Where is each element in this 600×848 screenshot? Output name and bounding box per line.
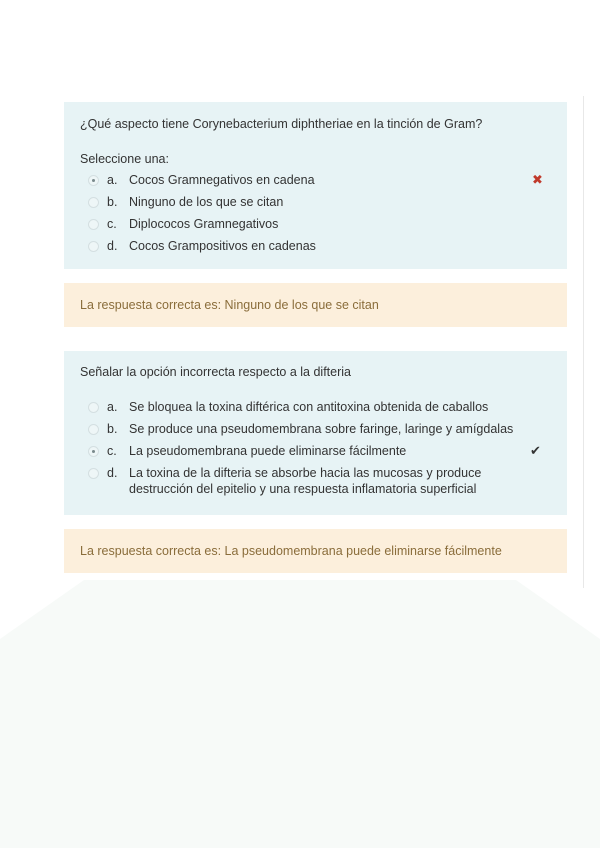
radio-button[interactable]: [88, 197, 99, 208]
answer-option-d[interactable]: [88, 465, 539, 497]
answer-option-b[interactable]: [88, 421, 539, 437]
select-prompt: Seleccione una:: [80, 152, 169, 166]
answer-text: Cocos Gramnegativos en cadena: [129, 173, 315, 187]
radio-button[interactable]: [88, 402, 99, 413]
answer-letter: a.: [107, 173, 118, 187]
answer-letter: c.: [107, 217, 117, 231]
answer-option-b[interactable]: [88, 194, 539, 210]
answer-letter: d.: [107, 466, 118, 480]
answer-letter: b.: [107, 422, 118, 436]
radio-button[interactable]: [88, 468, 99, 479]
answer-text: Se bloquea la toxina diftérica con antitoxina obtenida de caballos: [129, 400, 489, 414]
answer-text: Ninguno de los que se citan: [129, 195, 284, 209]
answer-option-c[interactable]: [88, 443, 539, 459]
correct-answer-feedback-1: La respuesta correcta es: Ninguno de los que se citan: [64, 283, 567, 327]
radio-button[interactable]: [88, 219, 99, 230]
correct-check-icon: ✔: [530, 443, 541, 458]
content-divider: [583, 96, 584, 588]
incorrect-x-icon: ✖: [532, 172, 543, 187]
answer-text: La pseudomembrana puede eliminarse fácilmente: [129, 444, 407, 458]
answer-letter: c.: [107, 444, 117, 458]
answer-letter: a.: [107, 400, 118, 414]
answer-option-d[interactable]: [88, 238, 539, 254]
radio-button[interactable]: [88, 241, 99, 252]
answer-list: [88, 172, 543, 260]
question-card-2: [64, 351, 567, 515]
answer-text: La toxina de la difteria se absorbe hacia las mucosas y produce destrucción del epitelio y una respuesta inflamatoria superficial: [129, 466, 482, 496]
question-text: ¿Qué aspecto tiene Corynebacterium diphtheriae en la tinción de Gram?: [80, 117, 483, 131]
page-background-shape: [0, 580, 600, 848]
answer-option-a[interactable]: [88, 172, 543, 188]
radio-button[interactable]: [88, 424, 99, 435]
answer-text: Cocos Grampositivos en cadenas: [129, 239, 316, 253]
answer-text: Se produce una pseudomembrana sobre faringe, laringe y amígdalas: [129, 422, 514, 436]
answer-letter: b.: [107, 195, 118, 209]
radio-button[interactable]: [88, 175, 99, 186]
answer-letter: d.: [107, 239, 118, 253]
answer-option-c[interactable]: [88, 216, 539, 232]
answer-text: Diplococos Gramnegativos: [129, 217, 279, 231]
question-card-1: [64, 102, 567, 269]
correct-answer-feedback-2: La respuesta correcta es: La pseudomembrana puede eliminarse fácilmente: [64, 529, 567, 573]
answer-list: [88, 399, 539, 503]
question-text: Señalar la opción incorrecta respecto a la difteria: [80, 365, 351, 379]
answer-option-a[interactable]: [88, 399, 539, 415]
radio-button[interactable]: [88, 446, 99, 457]
